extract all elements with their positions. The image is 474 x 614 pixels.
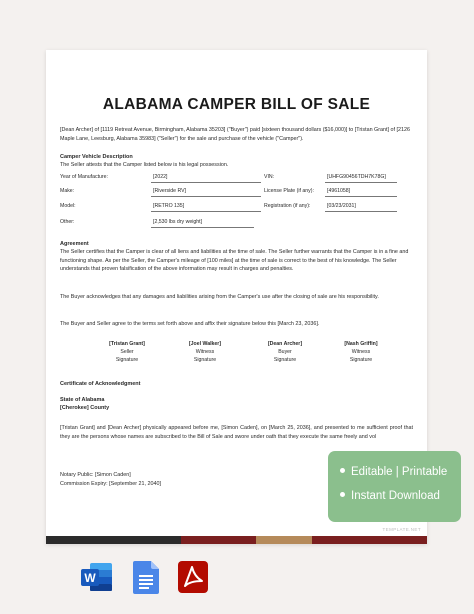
signature-buyer xyxy=(250,340,320,365)
footer-stripe-tan xyxy=(256,536,312,544)
make-label: Make: xyxy=(60,188,75,194)
agreement-heading: Agreement xyxy=(60,241,89,247)
vin-value: [UHFG90456TDH7K78G] xyxy=(325,173,397,183)
bullet-icon xyxy=(340,492,345,497)
watermark-text: TEMPLATE.NET xyxy=(382,527,421,532)
field-row-year xyxy=(60,173,413,183)
county-line: [Cherokee] County xyxy=(60,405,110,411)
signature-witness-2 xyxy=(326,340,396,365)
svg-text:W: W xyxy=(84,571,96,585)
agreement-paragraph-1: The Seller certifies that the Camper is clear of all liens and liabilities at the time of sale. The Seller further warrants that the Camper is in a fine and functioning shape. As per the Seller, the Camper's mileage of [100 miles] at the time of sale is correct to the best of his knowledge. The Seller understands that proven falsification of the above information may result in charges and penalties. xyxy=(60,249,409,273)
commission-line: Commission Expiry: [September 21, 2040] xyxy=(60,481,161,487)
field-row-model xyxy=(60,202,413,212)
signature-name: [Tristan Grant] xyxy=(109,341,145,347)
signature-block xyxy=(60,340,413,370)
registration-label: Registration (if any): xyxy=(264,203,311,209)
bullet-icon xyxy=(340,468,345,473)
other-label: Other: xyxy=(60,219,75,225)
signature-name: [Nash Griffin] xyxy=(344,341,378,347)
features-badge xyxy=(328,451,461,522)
signature-role: Seller xyxy=(120,349,134,356)
badge-item-label: Instant Download xyxy=(351,490,440,502)
signature-name: [Joel Walker] xyxy=(188,341,222,347)
year-value: [2022] xyxy=(151,173,261,183)
field-row-make xyxy=(60,187,413,197)
signature-label: Signature xyxy=(193,357,217,364)
format-icons xyxy=(0,560,474,596)
signature-seller xyxy=(92,340,162,365)
footer-stripe xyxy=(46,536,427,544)
signature-role: Buyer xyxy=(278,349,292,356)
signature-label: Signature xyxy=(349,357,373,364)
agreement-paragraph-3: The Buyer and Seller agree to the terms set forth above and affix their signature below this [March 23, 2036]. xyxy=(60,321,320,327)
model-value: [RETRO 135] xyxy=(151,202,261,212)
state-line: State of Alabama xyxy=(60,397,105,403)
plate-value: [4961058] xyxy=(325,187,397,197)
intro-paragraph: [Dean Archer] of [1119 Retreat Avenue, Birmingham, Alabama 35203] ("Buyer") paid [sixteen thousand dollars ($16,000)] to [Tristan Grant] of [2126 Maple Lane, Leesburg, Alabama 35983] ("Seller") for the sale and purchase of the vehicle ("Camper"). xyxy=(60,127,411,142)
signature-role: Witness xyxy=(195,349,215,356)
footer-stripe-dark xyxy=(46,536,181,544)
badge-item-label: Editable | Printable xyxy=(351,466,448,478)
signature-label: Signature xyxy=(115,357,139,364)
badge-item-editable xyxy=(340,466,447,478)
signature-witness-1 xyxy=(170,340,240,365)
pdf-icon[interactable] xyxy=(177,560,207,592)
signature-role: Witness xyxy=(351,349,371,356)
model-label: Model: xyxy=(60,203,76,209)
document-title: ALABAMA CAMPER BILL OF SALE xyxy=(102,96,371,113)
notary-line: Notary Public: [Simon Caden] xyxy=(60,472,131,478)
field-row-other xyxy=(60,218,413,228)
plate-label: License Plate (if any): xyxy=(264,188,314,194)
make-value: [Riverside RV] xyxy=(151,187,261,197)
other-value: [2,530 lbs dry weight] xyxy=(151,218,254,228)
badge-item-download xyxy=(340,490,440,502)
word-icon[interactable] xyxy=(80,560,110,592)
certificate-paragraph: [Tristan Grant] and [Dean Archer] physically appeared before me, [Simon Caden], on [March 25, 2036], and presented to me sufficient proof that they are the persons whose names are subscribed to the Bill of Sale and swore under oath that they execute the same freely and vol xyxy=(60,425,413,440)
vehicle-subtext: The Seller attests that the Camper listed below is his legal possession. xyxy=(60,162,229,168)
year-label: Year of Manufacture: xyxy=(60,174,108,180)
registration-value: [03/23/2031] xyxy=(325,202,397,212)
signature-label: Signature xyxy=(273,357,297,364)
vehicle-heading: Camper Vehicle Description xyxy=(60,154,133,160)
agreement-paragraph-2: The Buyer acknowledges that any damages and liabilities arising from the Camper's use after the closing of sale are his responsibility. xyxy=(60,294,379,300)
google-docs-icon[interactable] xyxy=(132,560,162,592)
signature-name: [Dean Archer] xyxy=(267,341,303,347)
vin-label: VIN: xyxy=(264,174,275,180)
certificate-heading: Certificate of Acknowledgment xyxy=(60,381,141,387)
